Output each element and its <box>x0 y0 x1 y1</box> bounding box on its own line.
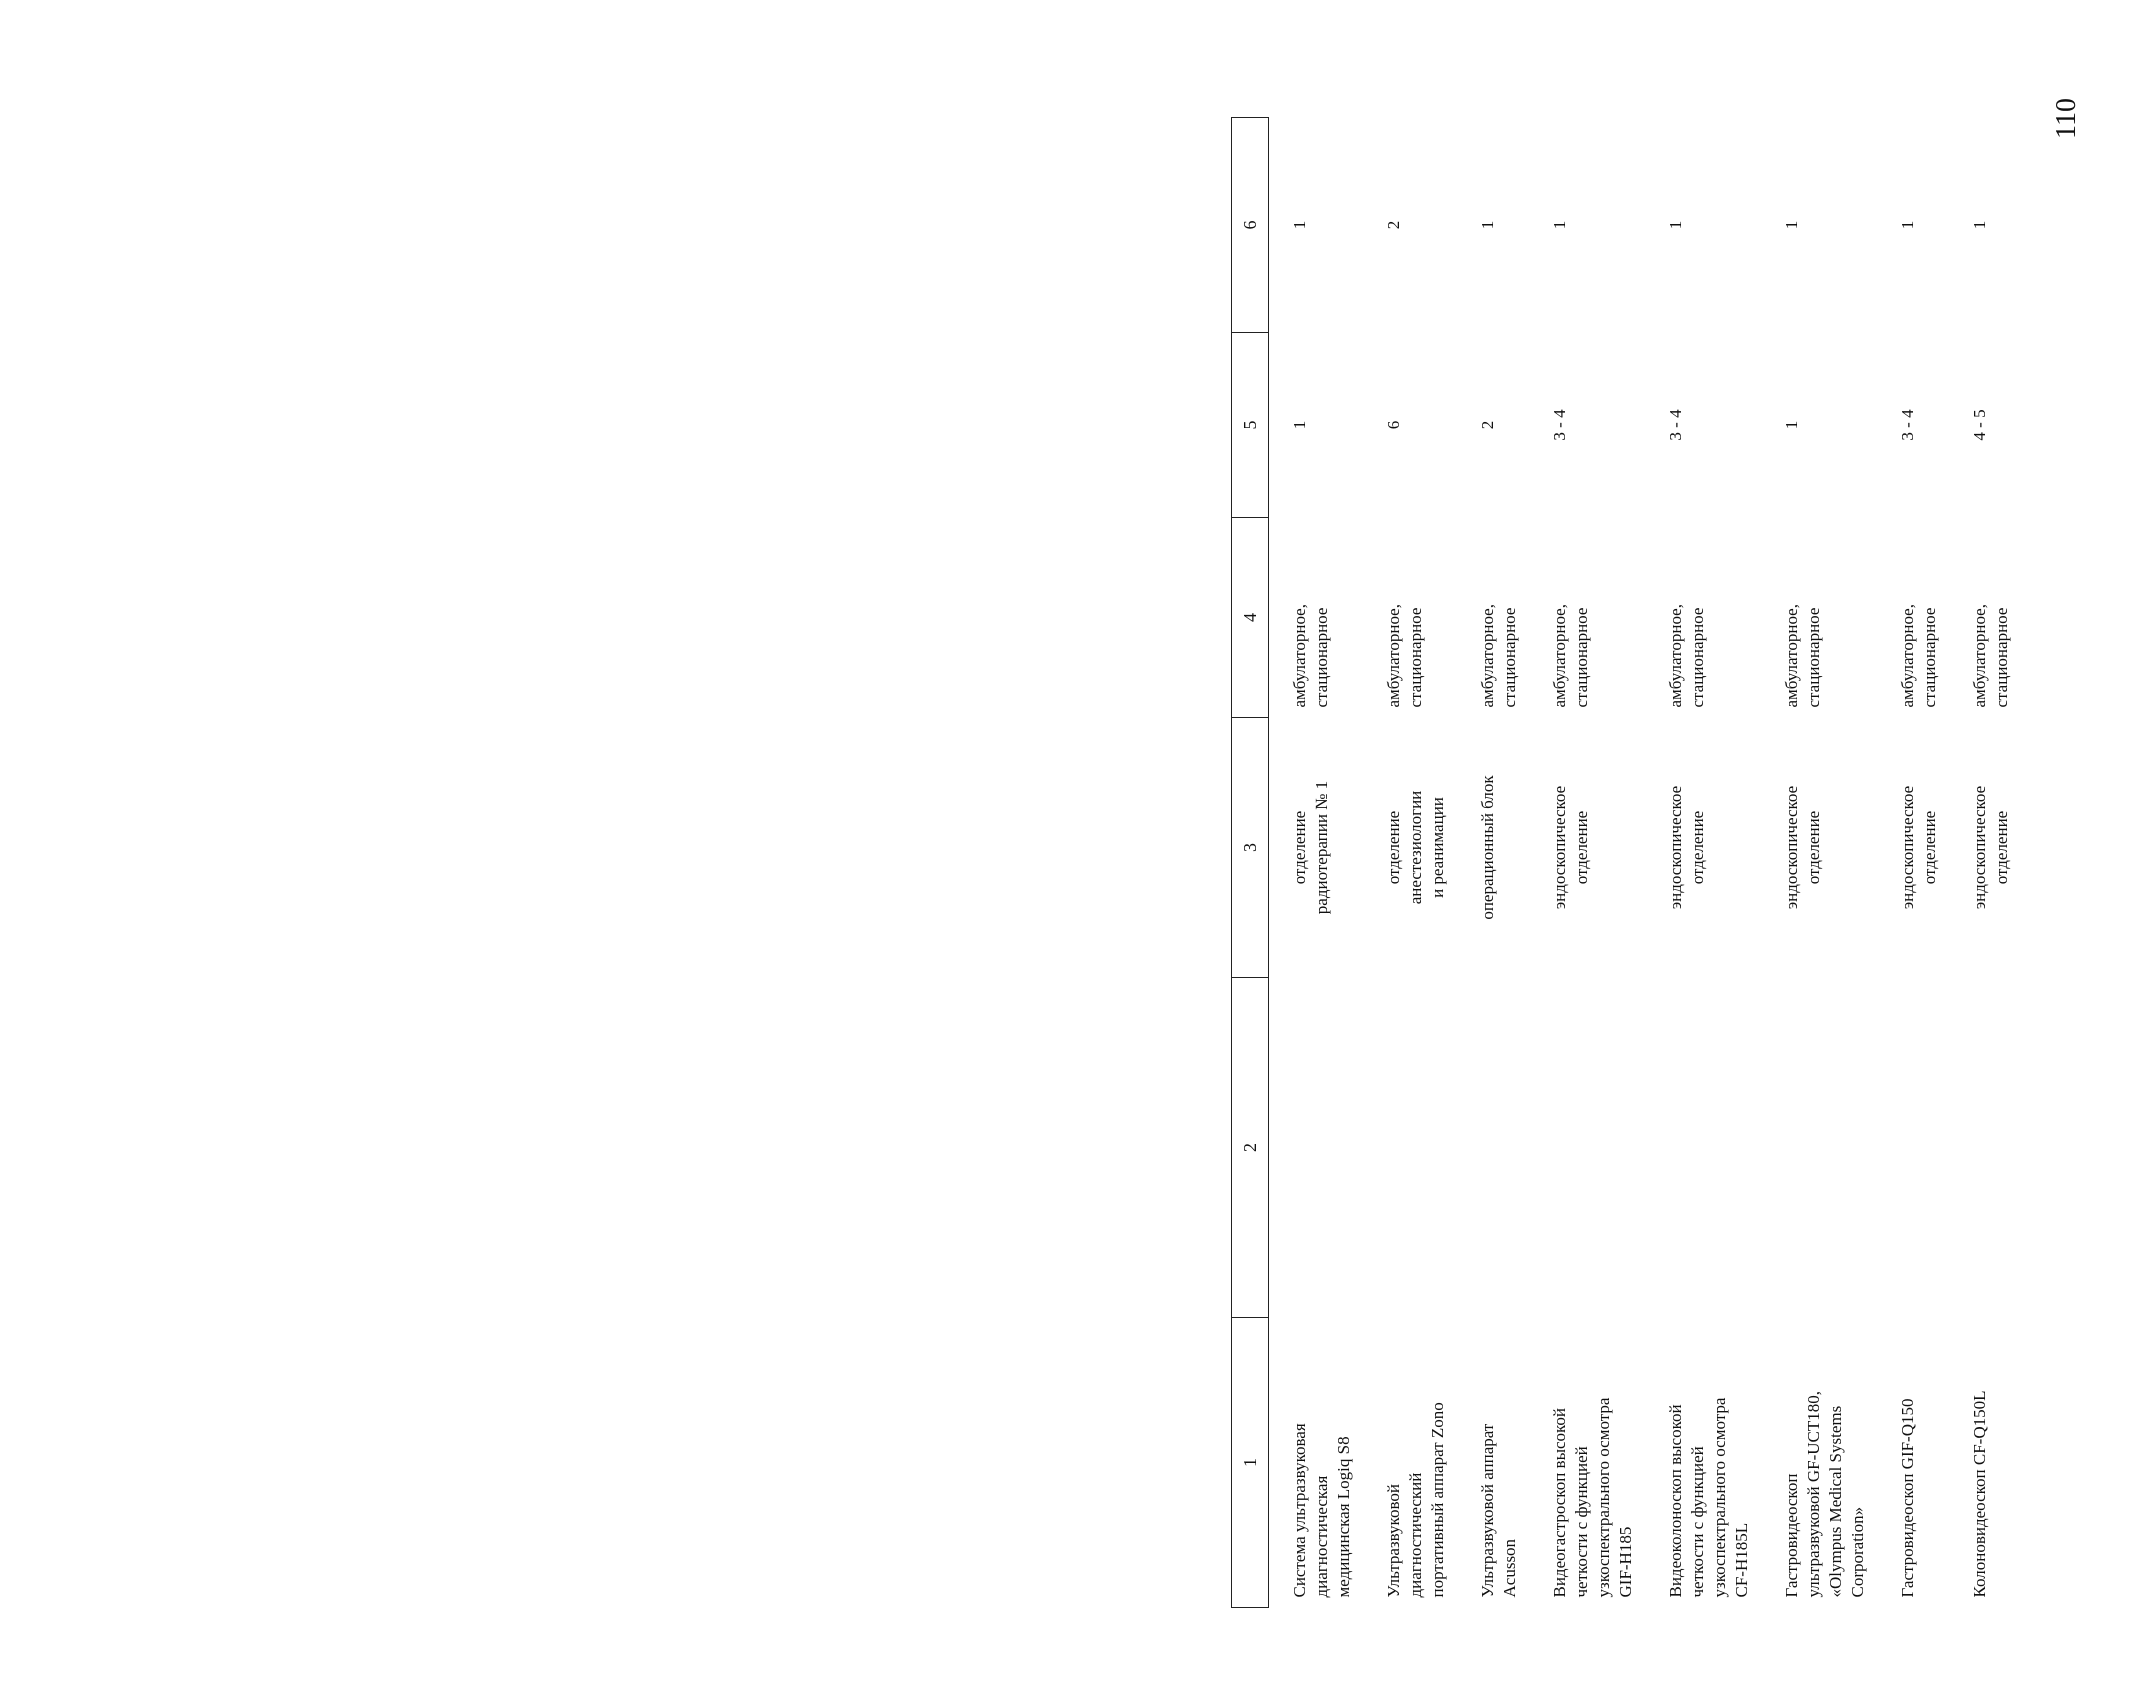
cell-line: эндоскопическое <box>1782 785 1801 910</box>
department-cell <box>1529 718 1645 978</box>
table-row <box>1761 118 1877 1608</box>
page-number: 110 <box>2051 98 2082 139</box>
department-cell <box>1761 718 1877 978</box>
column-6-cell: 1 <box>1550 220 1569 230</box>
cell-line: амбулаторное, <box>1666 604 1685 708</box>
cell-line: анестезиологии <box>1406 790 1425 905</box>
equipment-name-cell <box>1877 1318 1949 1608</box>
care-type-cell <box>1761 518 1877 718</box>
column-6-cell: 1 <box>1782 220 1801 230</box>
column-5-cell: 4 - 5 <box>1970 409 1989 441</box>
column-header-3: 3 <box>1232 718 1269 978</box>
cell-line: Corporation» <box>1848 1506 1867 1598</box>
care-type-cell <box>1877 518 1949 718</box>
cell-line: стационарное <box>1572 607 1591 708</box>
table-row <box>1363 118 1457 1608</box>
cell-line: отделение <box>1572 810 1591 885</box>
column-2-cell <box>1269 978 1364 1318</box>
cell-line: амбулаторное, <box>1898 604 1917 708</box>
table-row <box>1645 118 1761 1608</box>
column-2-cell <box>1761 978 1877 1318</box>
cell-line: «Olympus Medical Systems <box>1826 1405 1845 1598</box>
cell-line: Ультразвуковой <box>1384 1484 1403 1598</box>
cell-line: амбулаторное, <box>1550 604 1569 708</box>
care-type-cell <box>1269 518 1364 718</box>
table-row <box>1457 118 1529 1608</box>
cell-line: стационарное <box>1688 607 1707 708</box>
cell-line: стационарное <box>1992 607 2011 708</box>
table-row <box>1269 118 1364 1608</box>
cell-line: отделение <box>1384 810 1403 885</box>
column-2-cell <box>1877 978 1949 1318</box>
equipment-name-cell <box>1949 1318 2021 1608</box>
equipment-name-cell <box>1529 1318 1645 1608</box>
column-2-cell <box>1949 978 2021 1318</box>
column-6-cell: 2 <box>1384 220 1403 230</box>
column-6-cell: 1 <box>1290 220 1309 230</box>
cell-line: амбулаторное, <box>1970 604 1989 708</box>
department-cell <box>1645 718 1761 978</box>
cell-line: диагностическая <box>1312 1475 1331 1598</box>
cell-line: амбулаторное, <box>1290 604 1309 708</box>
cell-line: Видеоколоноскоп высокой <box>1666 1404 1685 1598</box>
care-type-cell <box>1363 518 1457 718</box>
equipment-name-cell <box>1269 1318 1364 1608</box>
cell-line: Гастровидеоскоп <box>1782 1473 1801 1598</box>
cell-line: четкости с функцией <box>1688 1446 1707 1598</box>
cell-line: Система ультразвуковая <box>1290 1423 1309 1598</box>
rotated-page <box>1133 68 2133 1628</box>
cell-line: стационарное <box>1406 607 1425 708</box>
table-header-row <box>1232 118 1269 1608</box>
cell-line: CF-H185L <box>1732 1522 1751 1598</box>
equipment-name-cell <box>1363 1318 1457 1608</box>
cell-line: стационарное <box>1312 607 1331 708</box>
column-5-cell: 6 <box>1384 420 1403 430</box>
equipment-name-cell <box>1645 1318 1761 1608</box>
column-2-cell <box>1457 978 1529 1318</box>
cell-line: эндоскопическое <box>1898 785 1917 910</box>
cell-line: и реанимации <box>1428 797 1447 898</box>
cell-line: стационарное <box>1500 607 1519 708</box>
department-cell <box>1457 718 1529 978</box>
department-cell <box>1877 718 1949 978</box>
column-5-cell: 2 <box>1478 420 1497 430</box>
cell-line: отделение <box>1992 810 2011 885</box>
table-row <box>1529 118 1645 1608</box>
column-6-cell: 1 <box>1666 220 1685 230</box>
column-header-2: 2 <box>1232 978 1269 1318</box>
cell-line: Видеогастроскоп высокой <box>1550 1407 1569 1598</box>
cell-line: диагностический <box>1406 1472 1425 1598</box>
column-2-cell <box>1645 978 1761 1318</box>
column-6-cell: 1 <box>1478 220 1497 230</box>
cell-line: Гастровидеоскоп GIF-Q150 <box>1898 1398 1917 1598</box>
cell-line: стационарное <box>1920 607 1939 708</box>
table-row <box>1949 118 2021 1608</box>
cell-line: GIF-H185 <box>1616 1526 1635 1598</box>
column-5-cell: 1 <box>1782 420 1801 430</box>
cell-line: радиотерапии № 1 <box>1312 780 1331 915</box>
cell-line: стационарное <box>1804 607 1823 708</box>
cell-line: портативный аппарат Zono <box>1428 1402 1447 1598</box>
department-cell <box>1269 718 1364 978</box>
cell-line: ультразвуковой GF-UCT180, <box>1804 1391 1823 1598</box>
department-cell <box>1949 718 2021 978</box>
cell-line: амбулаторное, <box>1782 604 1801 708</box>
cell-line: Колоновидеоскоп CF-Q150L <box>1970 1390 1989 1598</box>
cell-line: эндоскопическое <box>1550 785 1569 910</box>
column-6-cell: 1 <box>1970 220 1989 230</box>
column-5-cell: 3 - 4 <box>1898 409 1917 441</box>
column-header-4: 4 <box>1232 518 1269 718</box>
column-5-cell: 1 <box>1290 420 1309 430</box>
cell-line: эндоскопическое <box>1970 785 1989 910</box>
cell-line: четкости с функцией <box>1572 1446 1591 1598</box>
column-5-cell: 3 - 4 <box>1666 409 1685 441</box>
column-header-1: 1 <box>1232 1318 1269 1608</box>
cell-line: Acusson <box>1500 1538 1519 1598</box>
care-type-cell <box>1949 518 2021 718</box>
cell-line: отделение <box>1804 810 1823 885</box>
department-cell <box>1363 718 1457 978</box>
cell-line: узкоспектрального осмотра <box>1594 1397 1613 1598</box>
column-header-5: 5 <box>1232 333 1269 518</box>
column-header-6: 6 <box>1232 118 1269 333</box>
cell-line: эндоскопическое <box>1666 785 1685 910</box>
cell-line: отделение <box>1920 810 1939 885</box>
cell-line: операционный блок <box>1478 775 1497 920</box>
cell-line: отделение <box>1290 810 1309 885</box>
cell-line: Ультразвуковой аппарат <box>1478 1423 1497 1598</box>
care-type-cell <box>1457 518 1529 718</box>
column-5-cell: 3 - 4 <box>1550 409 1569 441</box>
equipment-name-cell <box>1457 1318 1529 1608</box>
care-type-cell <box>1529 518 1645 718</box>
cell-line: отделение <box>1688 810 1707 885</box>
column-2-cell <box>1529 978 1645 1318</box>
column-6-cell: 1 <box>1898 220 1917 230</box>
table-row <box>1877 118 1949 1608</box>
column-2-cell <box>1363 978 1457 1318</box>
cell-line: амбулаторное, <box>1478 604 1497 708</box>
cell-line: медицинская Logiq S8 <box>1334 1436 1353 1598</box>
equipment-name-cell <box>1761 1318 1877 1608</box>
cell-line: узкоспектрального осмотра <box>1710 1397 1729 1598</box>
equipment-table <box>1231 117 2021 1608</box>
care-type-cell <box>1645 518 1761 718</box>
cell-line: амбулаторное, <box>1384 604 1403 708</box>
